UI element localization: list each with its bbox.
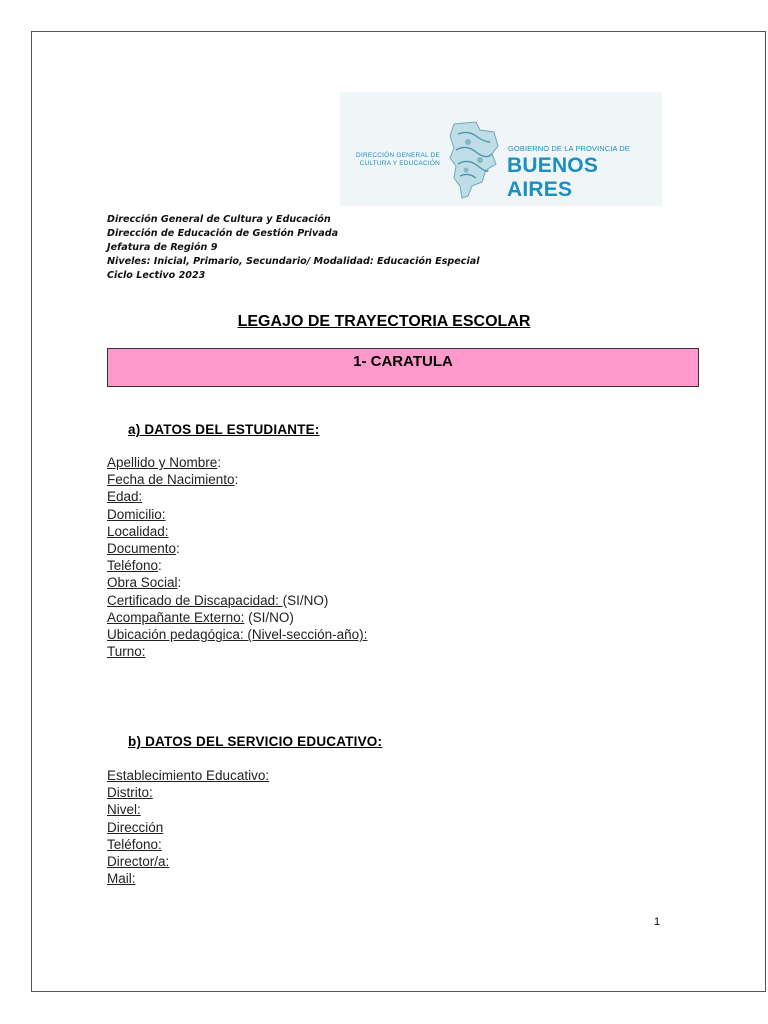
field-row: [107, 870, 269, 887]
province-map-icon: [446, 120, 502, 200]
header-line: Dirección General de Cultura y Educación: [107, 214, 331, 225]
field-row: Fecha de Nacimiento:: [107, 472, 239, 488]
gba-logo: [340, 92, 662, 206]
field-label: Documento: [107, 541, 177, 557]
logo-direccion-text: DIRECCIÓN GENERAL DE CULTURA Y EDUCACIÓN: [356, 152, 440, 167]
field-label: Mail:: [107, 871, 136, 887]
page-number: 1: [654, 916, 661, 928]
field-label: Ubicación pedagógica: (Nivel-sección-año):: [107, 627, 368, 643]
logo-buenos-aires-text: BUENOS AIRES: [507, 154, 599, 201]
field-row: Obra Social:: [107, 575, 182, 591]
field-row: [107, 801, 269, 818]
field-label: Edad:: [107, 489, 143, 505]
section-caratula-box: [107, 348, 699, 387]
header-line: Jefatura de Región 9: [107, 242, 218, 253]
field-label: Fecha de Nacimiento: [107, 472, 235, 488]
school-fields: [107, 767, 269, 887]
field-label: Dirección: [107, 819, 164, 835]
field-label: Localidad:: [107, 523, 169, 539]
field-row: Documento:: [107, 541, 180, 557]
field-row: [107, 626, 367, 643]
field-label: Establecimiento Educativo:: [107, 768, 270, 783]
field-label: Director/a:: [107, 854, 170, 870]
field-row: Certificado de Discapacidad: (SI/NO): [107, 592, 329, 608]
student-data-heading: a) DATOS DEL ESTUDIANTE:: [128, 422, 320, 437]
student-fields: [107, 454, 367, 660]
header-line: Dirección de Educación de Gestión Privada: [107, 228, 339, 239]
field-row: [107, 506, 367, 523]
field-label: Nivel:: [107, 802, 141, 818]
field-label: Turno:: [107, 644, 146, 660]
header-line: Ciclo Lectivo 2023: [107, 270, 206, 281]
field-label: Distrito:: [107, 785, 153, 801]
field-row: [107, 784, 269, 801]
field-row: [107, 819, 269, 836]
document-title: LEGAJO DE TRAYECTORIA ESCOLAR: [237, 313, 531, 330]
field-row: Teléfono:: [107, 558, 162, 574]
field-label: Apellido y Nombre: [107, 455, 218, 470]
field-label: Domicilio:: [107, 506, 166, 522]
field-label: Teléfono:: [107, 836, 162, 852]
institution-header: [107, 213, 480, 283]
logo-gobierno-text: GOBIERNO DE LA PROVINCIA DE: [508, 144, 630, 153]
field-label: Acompañante Externo:: [107, 609, 245, 625]
field-row: [107, 853, 269, 870]
field-row: [107, 523, 367, 540]
field-row: Acompañante Externo: (SI/NO): [107, 609, 294, 625]
field-row: [107, 488, 367, 505]
field-label: Certificado de Discapacidad:: [107, 592, 283, 608]
field-row: [107, 767, 269, 784]
field-row: [107, 836, 269, 853]
field-row: [107, 643, 367, 660]
header-line: Niveles: Inicial, Primario, Secundario/ Modalidad: Educación Especial: [107, 256, 480, 267]
field-label: Teléfono: [107, 558, 159, 574]
field-label: Obra Social: [107, 575, 178, 591]
field-row: Apellido y Nombre:: [107, 455, 222, 470]
section-caratula-label: 1- CARATULA: [353, 353, 453, 370]
school-data-heading: b) DATOS DEL SERVICIO EDUCATIVO:: [128, 734, 383, 749]
